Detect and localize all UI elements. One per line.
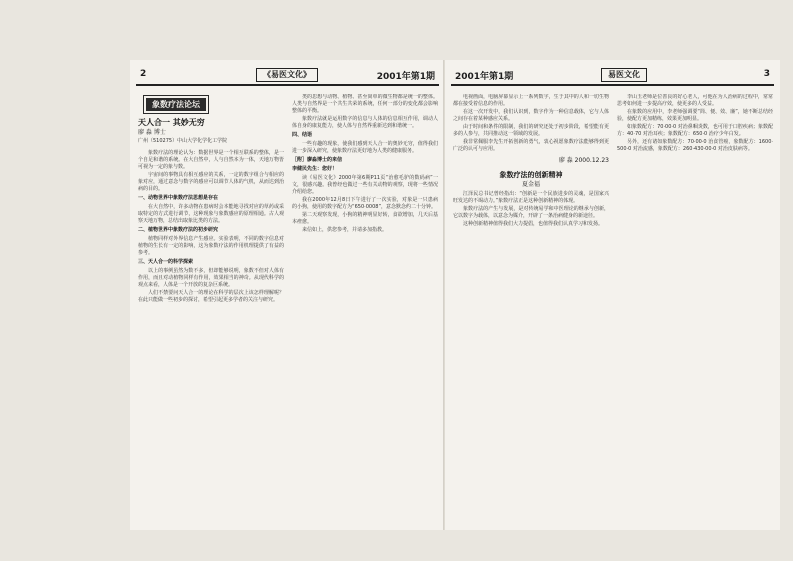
paragraph: 由于时间和条件的限制，我们的研究还处于初步阶段，希望能有更多的人参与，共同推动这一领域的发展。 — [453, 124, 609, 137]
paragraph: 在这一次开发中，我们认识到，数字作为一种信息载体，它与人体之间存在着某种感应关系。 — [453, 109, 609, 122]
paragraph: 我非常佩服李先生开拓创新的勇气，衷心祝愿象数疗法能够得到更广泛的认可与应用。 — [453, 139, 609, 152]
issue-label: 2001年第1期 — [455, 72, 514, 82]
column-label: 象数疗法论坛 — [144, 96, 208, 113]
subheading: 三、天人合一的科学探索 — [138, 259, 194, 265]
paragraph: 在象数的应用中，李老师强调要“简、便、效、廉”，她不断总结经验，使配方更加精练，效果更加明显。 — [617, 109, 773, 122]
section-author: 夏金福 — [521, 181, 540, 188]
paragraph: 植物同样对外界信息产生感应。实验表明，不同的数字信息对植物的生长有一定的影响，这为象数疗法的作用机理提供了有益的参考。 — [138, 236, 284, 256]
article-title: 天人合一 其妙无穷 — [138, 118, 205, 127]
right-column-2 — [617, 94, 773, 522]
paragraph: 人们不禁要问天人合一的理论在科学的层次上该怎样理解呢？在此只能做一些初步的探讨，希望引起更多学者的关注与研究。 — [138, 290, 284, 303]
paragraph: 第二天观察发现，小狗的精神明显好转，食欲增加，几天后基本痊愈。 — [292, 212, 438, 225]
left-column-1 — [138, 94, 284, 522]
subheading: 一、动物世界中象数疗法思想是存在 — [138, 195, 219, 201]
article-affiliation: 广州（510275）中山大学化学化工学院 — [138, 138, 228, 144]
article-author: 廖 淼 博士 — [138, 129, 166, 136]
subheading: 四、结语 — [292, 132, 313, 138]
paragraph: 来信如上，供您参考，并请多加指教。 — [302, 227, 388, 233]
letter-signature: 廖 淼 2000.12.23 — [558, 157, 609, 164]
paragraph: 我在2000年12月8日下午进行了一次实验，对象是一只患病的小狗，使用的数字配方为“650·0008”，意念默念约二十分钟。 — [292, 197, 438, 210]
right-page-header — [451, 68, 774, 86]
paragraph: 类的思想与动物、植物、甚至简单的微生物都是统一的整体。人类与自然界是一个共生共荣的系统，任何一部分的变化都会影响整体的平衡。 — [292, 94, 438, 114]
page-number: 3 — [763, 69, 770, 79]
paragraph: 宇宙间的事物具有相互感应的关系，一定的数字组合与相应的象对应，通过意念与数字的感应可以调节人体的气机，从而达到治病的目的。 — [138, 172, 284, 192]
paragraph: 象数疗法的产生与发展，是对传统易学和中医理论的继承与创新，它以数字为载体，以意念为媒介，开辟了一条治病健身的新途径。 — [453, 206, 609, 219]
paragraph: 象数疗法的理论认为：数据世界是一个相互联系的整体，是一个自足和谐的系统。在大自然中，人与自然本为一体，天地万物皆可视为一定的象与数。 — [138, 150, 284, 170]
journal-title: 易医文化 — [601, 68, 647, 82]
paragraph: 如象数配方：70·00·0 对治鼻咽炎数，也可用于口腔疾病；象数配方：40·70 对治耳疾；象数配方：650·0 治疗少年白发。 — [617, 124, 773, 137]
left-page — [130, 60, 445, 530]
paragraph: 这种创新精神值得我们大力提倡，也值得我们认真学习和发扬。 — [463, 221, 604, 227]
issue-label: 2001年第1期 — [376, 72, 435, 82]
right-page — [445, 60, 780, 530]
section-title: 象数疗法的创新精神 — [499, 171, 563, 179]
paragraph: 在大自然中，许多动物在患病时会本能地寻找对应的草药或采取特定的方式进行调节，这种现象与象数感应的原理相通。古人观察天地万物，总结出取象比类的方法。 — [138, 204, 284, 224]
paragraph: 象数疗法就是运用数字的信息与人体的信息相互作用，调动人体自身的康复能力，使人体与自然界重新达到和谐统一。 — [292, 116, 438, 129]
paragraph: 江泽民总书记曾经指出：“创新是一个民族进步的灵魂，是国家兴旺发达的不竭动力。”象数疗法正是这种创新精神的体现。 — [453, 191, 609, 204]
left-page-header — [136, 68, 439, 86]
right-column-1 — [453, 94, 609, 522]
paragraph: 另外，还有诸如象数配方：70·00·0 治食管癌，象数配方：1600·500·0 对治流感，象数配方：260·430·00·0 对治皮肤病等。 — [617, 139, 773, 152]
journal-title: 《易医文化》 — [256, 68, 318, 82]
page-number: 2 — [140, 69, 147, 79]
subheading: 二、植物世界中象数疗法的初步研究 — [138, 227, 219, 233]
paragraph: 以上的事例虽然为数不多，但却能够说明，象数不但对人体有作用，而且对动植物同样有作用，效果相当的神奇。从现代科学的观点来看，人体是一个开放的复杂巨系统。 — [138, 268, 284, 288]
left-column-2 — [292, 94, 438, 522]
paragraph: 李山玉老师是位善良的好心老人，可他在为人治病的过程中，常常思考如何进一步提高疗效，使更多的人受益。 — [617, 94, 773, 107]
letter-greeting: 李健民先生：您好！ — [292, 166, 338, 172]
paragraph: 读《易医文化》2000年第6期P11页“治愈毛驴的数码病”一文，很感兴趣。我曾经也做过一些有关动物的观察，现将一些情况介绍给您。 — [292, 175, 438, 195]
paragraph: 一些有趣的现象，使我们感到天人合一的奥妙无穷，值得我们进一步深入研究，使象数疗法更好地为人类的健康服务。 — [292, 141, 438, 154]
paragraph: 电视画面，电脑屏幕显示上一系列数字，生于其中的人和一切生物都在接受着信息的作用。 — [453, 94, 609, 107]
subheading: ［附］廖淼博士的来信 — [292, 157, 343, 163]
